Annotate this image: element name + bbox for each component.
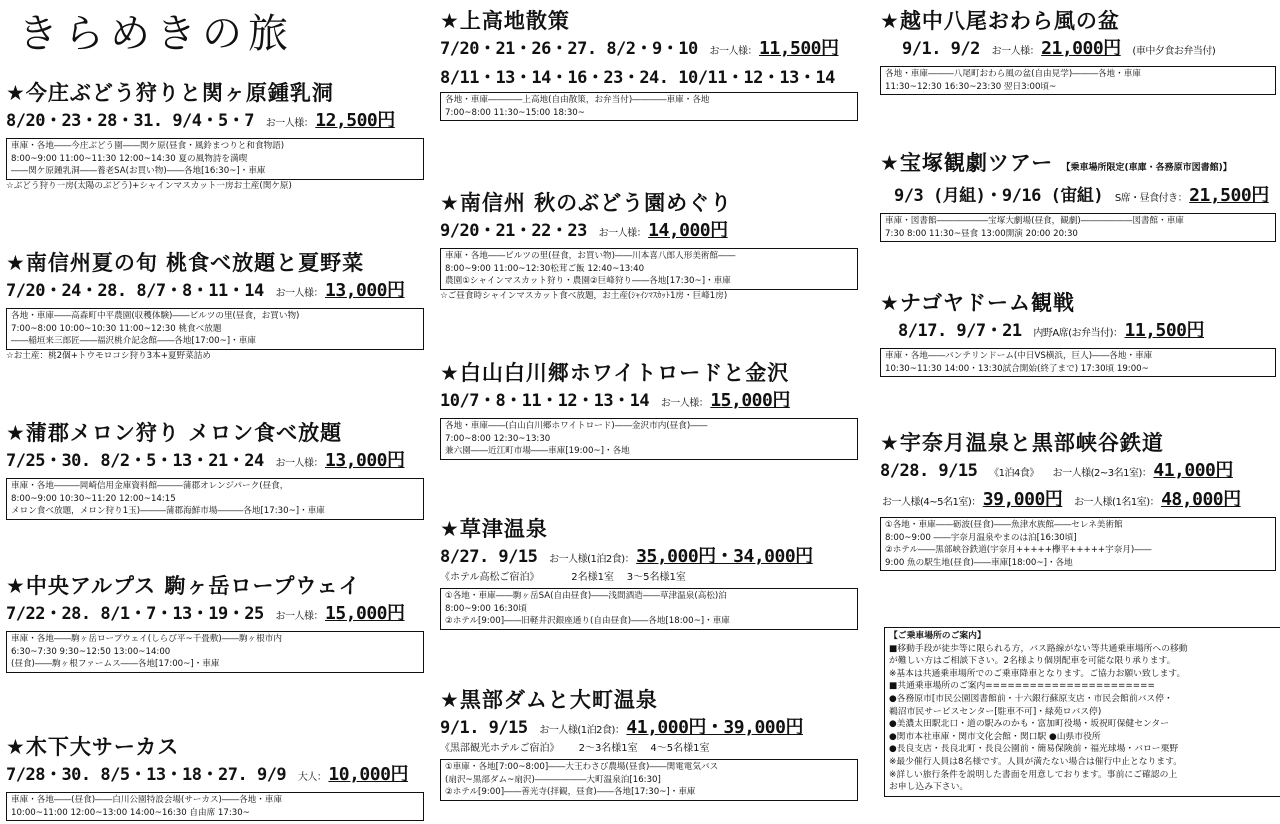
tour-price: 39,000円 bbox=[982, 489, 1063, 510]
tour-dates: 10/7・8・11・12・13・14 お一人様： 15,000円 bbox=[440, 390, 790, 411]
info-line: 鵜沼市民サービスセンター[駐車不可]・緑苑ロバス停) bbox=[889, 706, 1102, 717]
tour-title: ★ナゴヤドーム観戦 bbox=[880, 291, 1075, 315]
info-line: ●長良支店・長良北町・長良公園前・簡易保険前・福光球場・バロー栗野 bbox=[889, 744, 1179, 755]
tour-unazuki bbox=[880, 430, 1276, 571]
tour-dates: 9/1. 9/15 お一人様(1泊2食)： 41,000円・39,000円 bbox=[440, 717, 803, 738]
tour-dates: 7/20・24・28. 8/7・8・11・14 お一人様： 13,000円 bbox=[6, 280, 405, 301]
tour-price: 11,500円 bbox=[1124, 320, 1205, 341]
tour-price: 41,000円・39,000円 bbox=[626, 717, 803, 738]
tour-room-info: 《ホテル高松ご宿泊》 2名様1室 3～5名様1室 bbox=[440, 572, 686, 583]
tour-kurobe-dam bbox=[440, 687, 858, 801]
brand-title: きらめきの旅 bbox=[18, 11, 294, 57]
tour-route: ①各地・車庫――砺波(昼食)――魚津水族館――セレネ美術館 8:00~9:00 ――宇奈月温泉やまのは泊[16:30頃] ②ホテル――黒部峡谷鉄道(宇奈月+++++欅平+++++宇奈月)―― 9:00 魚の駅生地(昼食)――車庫[18:00~]・各地 bbox=[880, 517, 1276, 571]
tour-price: 13,000円 bbox=[324, 450, 405, 471]
info-line: ■共通乗車場所のご案内======================= bbox=[889, 681, 1155, 692]
tour-price: 13,000円 bbox=[324, 280, 405, 301]
tour-dates: 8/28. 9/15 《1泊4食》 お一人様(2~3名1室)： 41,000円 bbox=[880, 460, 1233, 481]
tour-price: 21,000円 bbox=[1041, 38, 1121, 59]
tour-title: ★越中八尾おわら風の盆 bbox=[880, 9, 1120, 33]
info-line: ※基本は共通乗車場所でのご乗車降車となります。ご協力お願い致します。 bbox=[889, 668, 1186, 679]
tour-price: 21,500円 bbox=[1189, 185, 1269, 206]
tour-dates: 8/20・23・28・31. 9/4・5・7 お一人様： 12,500円 bbox=[6, 110, 395, 131]
tour-title: ★木下大サーカス bbox=[6, 735, 180, 759]
tour-price: 14,000円 bbox=[648, 220, 728, 241]
info-line: ●関市本社車庫・関市文化会館・関口駅 ●山県市役所 bbox=[889, 731, 1101, 742]
tour-price: 41,000円 bbox=[1153, 460, 1233, 481]
tour-minami-natsu bbox=[6, 250, 424, 362]
tour-kusatsu bbox=[440, 516, 858, 630]
tour-title: ★上高地散策 bbox=[440, 9, 570, 33]
tour-price: 10,000円 bbox=[328, 764, 408, 785]
tour-route: 車庫・各地――ビルツの里(昼食，お買い物)――川本喜八郎人形美術館―― 8:00~9:00 11:00~12:30松茸ご飯 12:40~13:40 農園①シャインマスカット狩り・農園②巨峰狩り――各地[17:30~]・車庫 bbox=[440, 248, 858, 290]
tour-owara bbox=[880, 8, 1276, 95]
tour-dates: 9/3 (月組)・9/16 (宙組) S席・昼食付き： 21,500円 bbox=[894, 185, 1269, 206]
tour-dates: 9/20・21・22・23 お一人様： 14,000円 bbox=[440, 220, 728, 241]
tour-route: 各地・車庫―――八尾町おわら風の盆(自由見学)―――各地・車庫 11:30~12:30 16:30~23:30 翌日3:00頃~ bbox=[880, 66, 1276, 95]
tour-price: 12,500円 bbox=[315, 110, 395, 131]
tour-dates: 7/22・28. 8/1・7・13・19・25 お一人様： 15,000円 bbox=[6, 603, 405, 624]
tour-price: 11,500円 bbox=[758, 38, 839, 59]
tour-minami-aki bbox=[440, 190, 858, 302]
tour-dates-extra: 8/11・13・14・16・23・24. 10/11・12・13・14 bbox=[440, 68, 835, 88]
tour-dates: 8/17. 9/7・21 内野A席(お弁当付)： 11,500円 bbox=[898, 320, 1205, 341]
boarding-info-box bbox=[884, 627, 1280, 797]
tour-title: ★中央アルプス 駒ヶ岳ロープウェイ bbox=[6, 574, 361, 598]
tour-price: 15,000円 bbox=[710, 390, 790, 411]
tour-title: ★南信州夏の旬 桃食べ放題と夏野菜 bbox=[6, 251, 365, 275]
tour-title: ★宇奈月温泉と黒部峡谷鉄道 bbox=[880, 431, 1164, 455]
info-line: ●各務原市[市民公園図書館前・十六銀行蘇原支店・市民会館前バス停・ bbox=[889, 693, 1173, 704]
info-line: ■移動手段が徒歩等に限られる方，バス路線がない等共通乗車場所への移動 bbox=[889, 643, 1188, 654]
tour-price: 15,000円 bbox=[324, 603, 405, 624]
tour-nagoya-dome bbox=[880, 290, 1276, 377]
tour-route: 各地・車庫――高森町中平農園(収穫体験)――ビルツの里(昼食，お買い物) 7:00~8:00 10:00~10:30 11:00~12:30 桃食べ放題 ――稲垣来三郎匠――福沢桃介記念館――各地[17:00~]・車庫 bbox=[6, 308, 424, 350]
info-line: ●美濃太田駅北口・道の駅みのかも・富加町役場・坂祝町保健センター bbox=[889, 719, 1170, 730]
tour-dates: 9/1. 9/2 お一人様： 21,000円 (車中夕食お弁当付) bbox=[902, 38, 1216, 59]
tour-title: ★今庄ぶどう狩りと関ヶ原鍾乳洞 bbox=[6, 81, 334, 105]
boarding-info-header: 【ご乗車場所のご案内】 bbox=[889, 631, 986, 641]
info-line: ※詳しい旅行条件を説明した書面を用意しております。事前にご確認の上 bbox=[889, 769, 1178, 780]
tour-title: ★黒部ダムと大町温泉 bbox=[440, 688, 658, 712]
tour-dates: 7/20・21・26・27. 8/2・9・10 お一人様： 11,500円 bbox=[440, 38, 839, 59]
tour-dates: 7/28・30. 8/5・13・18・27. 9/9 大人： 10,000円 bbox=[6, 764, 408, 785]
tour-gamagori bbox=[6, 420, 424, 520]
tour-route: 車庫・図書館――――――宝塚大劇場(昼食，観劇)――――――図書館・車庫 7:30 8:00 11:30~昼食 13:00開演 20:00 20:30 bbox=[880, 213, 1276, 242]
tour-route: 各地・車庫――――上高地(自由散策，お弁当付)――――車庫・各地 7:00~8:00 11:30~15:00 18:30~ bbox=[440, 92, 858, 121]
tour-price: 48,000円 bbox=[1161, 489, 1241, 510]
tour-note: ☆お土産：桃2個+トウモロコシ狩り3本+夏野菜詰め bbox=[6, 350, 211, 361]
tour-route: ①車庫・各地[7:00~8:00]――大王わさび農場(昼食)――関電電気バス (扇沢~黒部ダム~扇沢)――――――大町温泉泊[16:30] ②ホテル[9:00]――善光寺(拝観，昼食)――各地[17:30~]・車庫 bbox=[440, 759, 858, 801]
tour-title: ★宝塚観劇ツアー 【乗車場所限定(車庫・各務原市図書館)】 bbox=[880, 151, 1232, 175]
tour-route: 車庫・各地――駒ヶ岳ロープウェイ(しらび平~千畳敷)――駒ヶ根市内 6:30~7:30 9:30~12:50 13:00~14:00 (昼食)――駒ヶ根ファームス――各地[17:00~]・車庫 bbox=[6, 631, 424, 673]
tour-route: 車庫・各地―――岡崎信用金庫資料館―――蒲郡オレンジパーク(昼食， 8:00~9:00 10:30~11:20 12:00~14:15 メロン食べ放題，メロン狩り1玉)―――蒲郡海鮮市場―――各地[17:30~]・車庫 bbox=[6, 478, 424, 520]
tour-note: ☆ご昼食時シャインマスカット食べ放題，お土産(ｼｬｲﾝﾏｽｶｯﾄ1房・巨峰1房) bbox=[440, 290, 728, 301]
tour-route: 車庫・各地――バンテリンドーム(中日VS横浜，巨人)――各地・車庫 10:30~11:30 14:00・13:30試合開始(終了まで) 17:30頃 19:00~ bbox=[880, 348, 1276, 377]
tour-title: ★南信州 秋のぶどう園めぐり bbox=[440, 191, 733, 215]
tour-price: 35,000円・34,000円 bbox=[636, 546, 813, 567]
tour-title: ★白山白川郷ホワイトロードと金沢 bbox=[440, 361, 790, 385]
tour-takarazuka bbox=[880, 150, 1276, 242]
tour-prices-extra: お一人様(4~5名1室)： 39,000円 お一人様(1名1室)： 48,000円 bbox=[882, 489, 1241, 510]
tour-title: ★蒲郡メロン狩り メロン食べ放題 bbox=[6, 421, 343, 445]
tour-dates: 8/27. 9/15 お一人様(1泊2食)： 35,000円・34,000円 bbox=[440, 546, 813, 567]
info-line: お申し込み下さい。 bbox=[889, 782, 969, 793]
tour-kinoshita bbox=[6, 734, 424, 821]
tour-alps bbox=[6, 573, 424, 673]
tour-note: ☆ぶどう狩り一房(太陽のぶどう)+シャインマスカット一房お土産(関ケ原) bbox=[6, 180, 292, 191]
tour-title: ★草津温泉 bbox=[440, 517, 548, 541]
info-line: ※最少催行人員は8名様です。人員が満たない場合は催行中止となります。 bbox=[889, 756, 1183, 767]
tour-route: 車庫・各地――今庄ぶどう園――関ケ原(昼食・風鈴まつりと和食物語) 8:00~9:00 11:00~11:30 12:00~14:30 夏の風物詩を満喫 ――関ケ原鍾乳洞――養老SA(お買い物)――各地[16:30~]・車庫 bbox=[6, 138, 424, 180]
tour-route: 車庫・各地――(昼食)――白川公園特設会場(サーカス)――各地・車庫 10:00~11:00 12:00~13:00 14:00~16:30 自由席 17:30~ bbox=[6, 792, 424, 821]
tour-room-info: 《黒部観光ホテルご宿泊》 2～3名様1室 4～5名様1室 bbox=[440, 743, 710, 754]
tour-dates: 7/25・30. 8/2・5・13・21・24 お一人様： 13,000円 bbox=[6, 450, 405, 471]
tour-route: ①各地・車庫――駒ヶ岳SA(自由昼食)――浅間酒造――草津温泉(高松)泊 8:00~9:00 16:30頃 ②ホテル[9:00]――旧軽井沢銀座通り(自由昼食)――各地[18:00~]・車庫 bbox=[440, 588, 858, 630]
tour-shirakawa bbox=[440, 360, 858, 460]
info-line: が難しい方はご相談下さい。2名様より個別配車を可能な限り承ります。 bbox=[889, 656, 1176, 667]
tour-imajo bbox=[6, 80, 424, 192]
tour-kamikochi bbox=[440, 8, 858, 121]
tour-route: 各地・車庫――(白山白川郷ホワイトロード)――金沢市内(昼食)―― 7:00~8:00 12:30~13:30 兼六園――近江町市場――車庫[19:00~]・各地 bbox=[440, 418, 858, 460]
